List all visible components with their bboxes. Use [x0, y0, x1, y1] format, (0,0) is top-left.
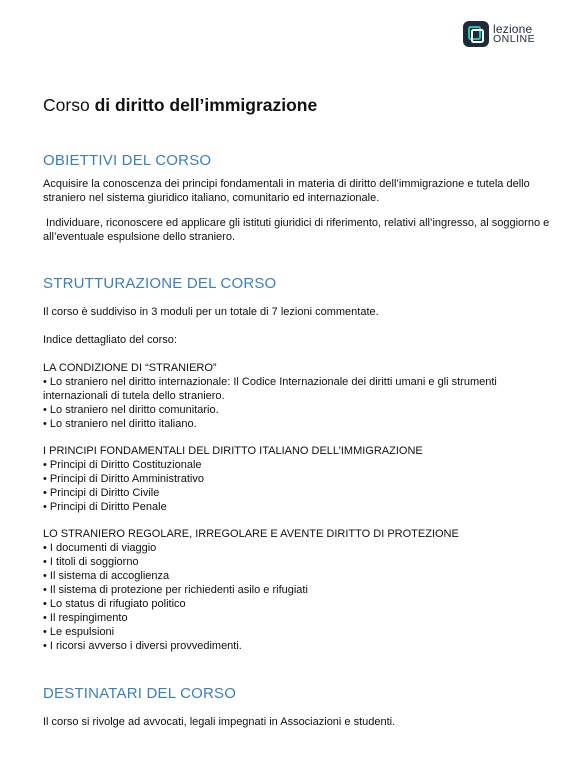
structure-index-label: Indice dettagliato del corso:: [43, 334, 177, 346]
section-heading-objectives: OBIETTIVI DEL CORSO: [43, 152, 212, 169]
section-heading-audience: DESTINATARI DEL CORSO: [43, 685, 237, 702]
list-item: • Lo straniero nel diritto internazionale: Il Codice Internazionale dei diritti umani e gli strumenti internazionali di tutela dello straniero.: [43, 376, 497, 402]
audience-text: Il corso si rivolge ad avvocati, legali impegnati in Associazioni e studenti.: [43, 716, 396, 728]
list-item: • Lo straniero nel diritto comunitario.: [43, 404, 219, 416]
list-item: • Principi di Diritto Amministrativo: [43, 473, 204, 485]
list-item: • Principi di Diritto Penale: [43, 501, 167, 513]
module-3: [43, 527, 553, 653]
list-item: • Il respingimento: [43, 612, 128, 624]
list-item: • Lo straniero nel diritto italiano.: [43, 418, 197, 430]
logo-text-bottom: ONLINE: [493, 33, 536, 45]
module-title: I PRINCIPI FONDAMENTALI DEL DIRITTO ITALIANO DELL’IMMIGRAZIONE: [43, 445, 423, 457]
objectives-paragraph-2: Individuare, riconoscere ed applicare gli istituti giuridici di riferimento, relativi all’ingresso, al soggiorno e all’eventuale espulsione dello straniero.: [43, 217, 550, 243]
module-items: [43, 458, 553, 514]
list-item: • Il sistema di accoglienza: [43, 570, 170, 582]
objectives-paragraph-1: Acquisire la conoscenza dei principi fondamentali in materia di diritto dell’immigrazione e tutela dello straniero nel sistema giuridico italiano, comunitario ed internazionale.: [43, 178, 530, 204]
list-item: • Principi di Diritto Civile: [43, 487, 160, 499]
list-item: • Il sistema di protezione per richiedenti asilo e rifugiati: [43, 584, 308, 596]
section-heading-structure: STRUTTURAZIONE DEL CORSO: [43, 275, 277, 292]
module-2: [43, 444, 553, 514]
list-item: • I titoli di soggiorno: [43, 556, 139, 568]
list-item: • Le espulsioni: [43, 626, 115, 638]
structure-intro: Il corso è suddiviso in 3 moduli per un totale di 7 lezioni commentate.: [43, 306, 379, 318]
document-body: [43, 90, 553, 729]
title-main: di diritto dell’immigrazione: [94, 95, 318, 115]
module-items: [43, 541, 553, 653]
module-items: [43, 375, 553, 431]
module-title: LO STRANIERO REGOLARE, IRREGOLARE E AVENTE DIRITTO DI PROTEZIONE: [43, 528, 459, 540]
logo-text-top: lezione: [493, 22, 533, 36]
list-item: • I ricorsi avverso i diversi provvedimenti.: [43, 640, 242, 652]
list-item: • Principi di Diritto Costituzionale: [43, 459, 202, 471]
logo-mark-icon: [463, 21, 489, 47]
module-title: LA CONDIZIONE DI “STRANIERO”: [43, 362, 217, 374]
list-item: • Lo status di rifugiato politico: [43, 598, 186, 610]
title-prefix: Corso: [43, 95, 90, 115]
list-item: • I documenti di viaggio: [43, 542, 157, 554]
page-title: [43, 90, 553, 120]
brand-logo: [463, 21, 535, 47]
module-1: [43, 361, 553, 431]
